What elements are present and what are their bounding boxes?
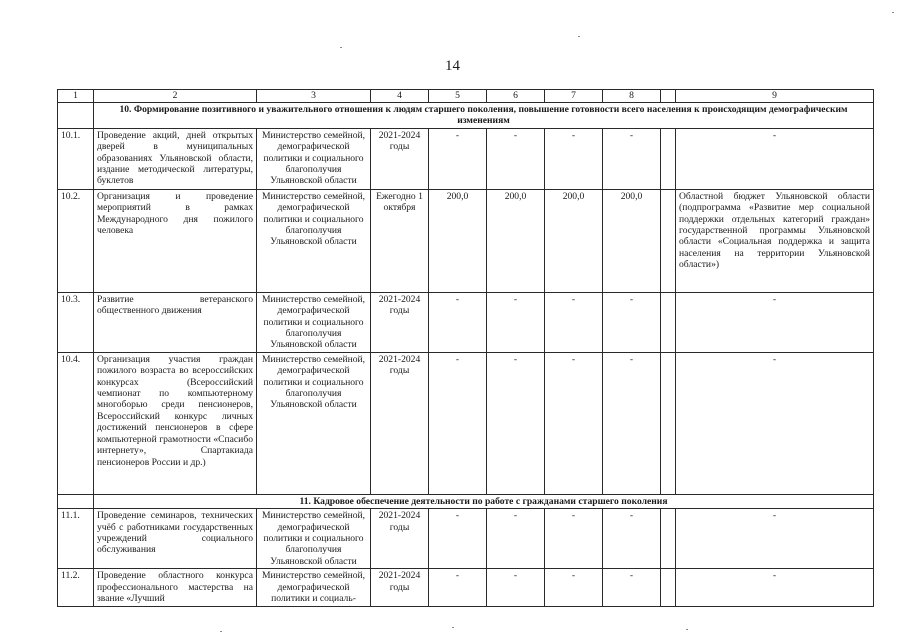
value-cell-5: - bbox=[429, 128, 487, 189]
col-header-2: 2 bbox=[94, 90, 257, 103]
value-cell-6: - bbox=[487, 509, 545, 569]
section-num-cell bbox=[58, 103, 94, 129]
table-row bbox=[58, 189, 874, 292]
spacer-cell bbox=[661, 352, 676, 494]
spacer-cell bbox=[661, 509, 676, 569]
value-cell-7: - bbox=[545, 569, 603, 607]
section-row bbox=[58, 494, 874, 508]
spacer-cell bbox=[661, 189, 676, 292]
table-row bbox=[58, 352, 874, 494]
value-cell-8: - bbox=[603, 128, 661, 189]
measures-table bbox=[57, 89, 874, 607]
activity-cell: Организация участия граждан пожилого возраста во всероссийских конкурсах (Всероссийский чемпионат по компьютерному многоборью среди пенсионеров, Всероссийский конкурс личных достижений пенсионеров в сфере компьютерной грамотности «Спасибо интернету», Спартакиада пенсионеров России и др.) bbox=[94, 352, 257, 494]
scan-speck bbox=[452, 627, 454, 628]
scan-speck bbox=[578, 36, 580, 37]
value-cell-5: - bbox=[429, 569, 487, 607]
executor-cell: Министерство семейной, демографической политики и социального благополучия Ульяновской области bbox=[257, 352, 371, 494]
value-cell-6: - bbox=[487, 569, 545, 607]
executor-cell: Министерство семейной, демографической политики и социального благополучия Ульяновской области bbox=[257, 292, 371, 352]
value-cell-8: - bbox=[603, 569, 661, 607]
col-header-9: 9 bbox=[676, 90, 874, 103]
period-cell: Ежегодно 1 октября bbox=[371, 189, 429, 292]
col-header-4: 4 bbox=[371, 90, 429, 103]
period-cell: 2021-2024 годы bbox=[371, 352, 429, 494]
value-cell-6: - bbox=[487, 128, 545, 189]
table-row bbox=[58, 292, 874, 352]
source-cell: - bbox=[676, 509, 874, 569]
page-number: 14 bbox=[445, 58, 460, 74]
col-header-6: 6 bbox=[487, 90, 545, 103]
table-row bbox=[58, 509, 874, 569]
section-title: 10. Формирование позитивного и уважительного отношения к людям старшего поколения, повышение готовности всего населения к происходящим демографическим изменениям bbox=[94, 103, 874, 129]
col-header-8: 8 bbox=[603, 90, 661, 103]
scan-speck bbox=[340, 47, 342, 48]
row-number: 10.4. bbox=[58, 352, 94, 494]
column-number-row bbox=[58, 90, 874, 103]
period-cell: 2021-2024 годы bbox=[371, 292, 429, 352]
row-number: 10.3. bbox=[58, 292, 94, 352]
source-cell: - bbox=[676, 292, 874, 352]
spacer-cell bbox=[661, 128, 676, 189]
value-cell-8: 200,0 bbox=[603, 189, 661, 292]
activity-cell: Проведение семинаров, технических учёб с работниками государственных учреждений социального обслуживания bbox=[94, 509, 257, 569]
activity-cell: Организация и проведение мероприятий в рамках Международного дня пожилого человека bbox=[94, 189, 257, 292]
value-cell-5: 200,0 bbox=[429, 189, 487, 292]
spacer-cell bbox=[661, 569, 676, 607]
value-cell-6: - bbox=[487, 292, 545, 352]
value-cell-7: - bbox=[545, 292, 603, 352]
value-cell-7: - bbox=[545, 509, 603, 569]
executor-cell: Министерство семейной, демографической политики и социального благополучия Ульяновской области bbox=[257, 509, 371, 569]
col-header-blank bbox=[661, 90, 676, 103]
period-cell: 2021-2024 годы bbox=[371, 569, 429, 607]
row-number: 11.2. bbox=[58, 569, 94, 607]
section-title: 11. Кадровое обеспечение деятельности по работе с гражданами старшего поколения bbox=[94, 494, 874, 508]
scan-speck bbox=[892, 12, 894, 13]
value-cell-8: - bbox=[603, 292, 661, 352]
source-cell: - bbox=[676, 569, 874, 607]
source-cell: - bbox=[676, 128, 874, 189]
executor-cell: Министерство семейной, демографической политики и социального благополучия Ульяновской области bbox=[257, 189, 371, 292]
table-row bbox=[58, 128, 874, 189]
value-cell-6: - bbox=[487, 352, 545, 494]
activity-cell: Проведение акций, дней открытых дверей в муниципальных образованиях Ульяновской области, издание методической литературы, буклетов bbox=[94, 128, 257, 189]
value-cell-8: - bbox=[603, 352, 661, 494]
section-row bbox=[58, 103, 874, 129]
row-number: 10.2. bbox=[58, 189, 94, 292]
source-cell: Областной бюджет Ульяновской области (подпрограмма «Развитие мер социальной поддержки отдельных категорий граждан» государственной программы Ульяновской области «Социальная поддержка и защита населения на территории Ульяновской области») bbox=[676, 189, 874, 292]
col-header-1: 1 bbox=[58, 90, 94, 103]
period-cell: 2021-2024 годы bbox=[371, 509, 429, 569]
row-number: 10.1. bbox=[58, 128, 94, 189]
value-cell-5: - bbox=[429, 509, 487, 569]
source-cell: - bbox=[676, 352, 874, 494]
scan-speck bbox=[686, 629, 688, 630]
section-num-cell bbox=[58, 494, 94, 508]
table-row bbox=[58, 569, 874, 607]
executor-cell: Министерство семейной, демографической политики и социаль- bbox=[257, 569, 371, 607]
activity-cell: Развитие ветеранского общественного движения bbox=[94, 292, 257, 352]
scan-speck bbox=[220, 631, 222, 632]
spacer-cell bbox=[661, 292, 676, 352]
value-cell-7: - bbox=[545, 128, 603, 189]
row-number: 11.1. bbox=[58, 509, 94, 569]
period-cell: 2021-2024 годы bbox=[371, 128, 429, 189]
value-cell-8: - bbox=[603, 509, 661, 569]
value-cell-7: - bbox=[545, 352, 603, 494]
value-cell-5: - bbox=[429, 292, 487, 352]
col-header-3: 3 bbox=[257, 90, 371, 103]
value-cell-6: 200,0 bbox=[487, 189, 545, 292]
col-header-7: 7 bbox=[545, 90, 603, 103]
value-cell-5: - bbox=[429, 352, 487, 494]
executor-cell: Министерство семейной, демографической политики и социального благополучия Ульяновской области bbox=[257, 128, 371, 189]
value-cell-7: 200,0 bbox=[545, 189, 603, 292]
col-header-5: 5 bbox=[429, 90, 487, 103]
activity-cell: Проведение областного конкурса профессионального мастерства на звание «Лучший bbox=[94, 569, 257, 607]
